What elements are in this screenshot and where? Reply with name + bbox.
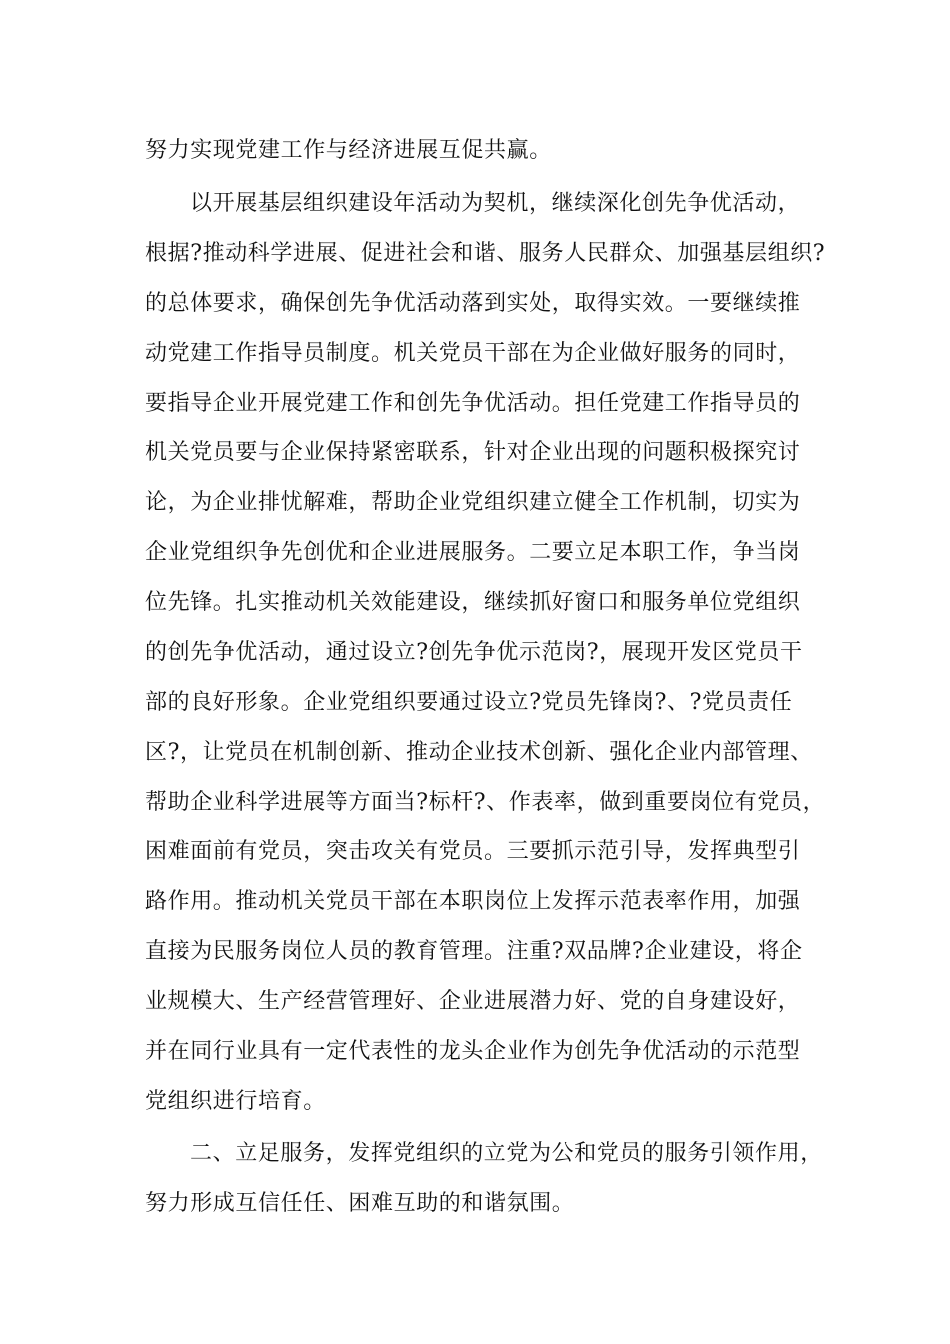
text-line: 位先锋。扎实推动机关效能建设，继续抓好窗口和服务单位党组织: [145, 590, 801, 615]
text-line: 企业党组织争先创优和企业进展服务。二要立足本职工作，争当岗: [145, 540, 801, 565]
text-line: 论，为企业排忧解难，帮助企业党组织建立健全工作机制，切实为: [145, 490, 801, 515]
text-line: 动党建工作指导员制度。机关党员干部在为企业做好服务的同时，: [145, 341, 801, 366]
text-line: 困难面前有党员，突击攻关有党员。三要抓示范引导，发挥典型引: [145, 839, 801, 864]
paragraph-first-line: 以开展基层组织建设年活动为契机，继续深化创先争优活动，: [190, 191, 801, 216]
text-line: 的创先争优活动，通过设立?创先争优示范岗?，展现开发区党员干: [145, 640, 803, 665]
text-line: 帮助企业科学进展等方面当?标杆?、作表率，做到重要岗位有党员，: [145, 790, 826, 815]
text-line: 区?，让党员在机制创新、推动企业技术创新、强化企业内部管理、: [145, 740, 813, 765]
text-line: 直接为民服务岗位人员的教育管理。注重?双品牌?企业建设，将企: [145, 939, 803, 964]
paragraph-first-line: 二、立足服务，发挥党组织的立党为公和党员的服务引领作用，: [190, 1141, 823, 1166]
text-line: 努力形成互信任任、困难互助的和谐氛围。: [145, 1191, 575, 1216]
text-line: 路作用。推动机关党员干部在本职岗位上发挥示范表率作用，加强: [145, 889, 801, 914]
text-line: 部的良好形象。企业党组织要通过设立?党员先锋岗?、?党员责任: [145, 690, 793, 715]
text-line: 努力实现党建工作与经济进展互促共赢。: [145, 138, 552, 163]
text-line: 要指导企业开展党建工作和创先争优活动。担任党建工作指导员的: [145, 391, 801, 416]
text-line: 并在同行业具有一定代表性的龙头企业作为创先争优活动的示范型: [145, 1039, 801, 1064]
text-line: 机关党员要与企业保持紧密联系，针对企业出现的问题积极探究讨: [145, 440, 801, 465]
text-line: 根据?推动科学进展、促进社会和谐、服务人民群众、加强基层组织?: [145, 241, 826, 266]
text-line: 党组织进行培育。: [145, 1089, 326, 1114]
text-line: 的总体要求，确保创先争优活动落到实处，取得实效。一要继续推: [145, 291, 801, 316]
text-line: 业规模大、生产经营管理好、企业进展潜力好、党的自身建设好，: [145, 989, 801, 1014]
